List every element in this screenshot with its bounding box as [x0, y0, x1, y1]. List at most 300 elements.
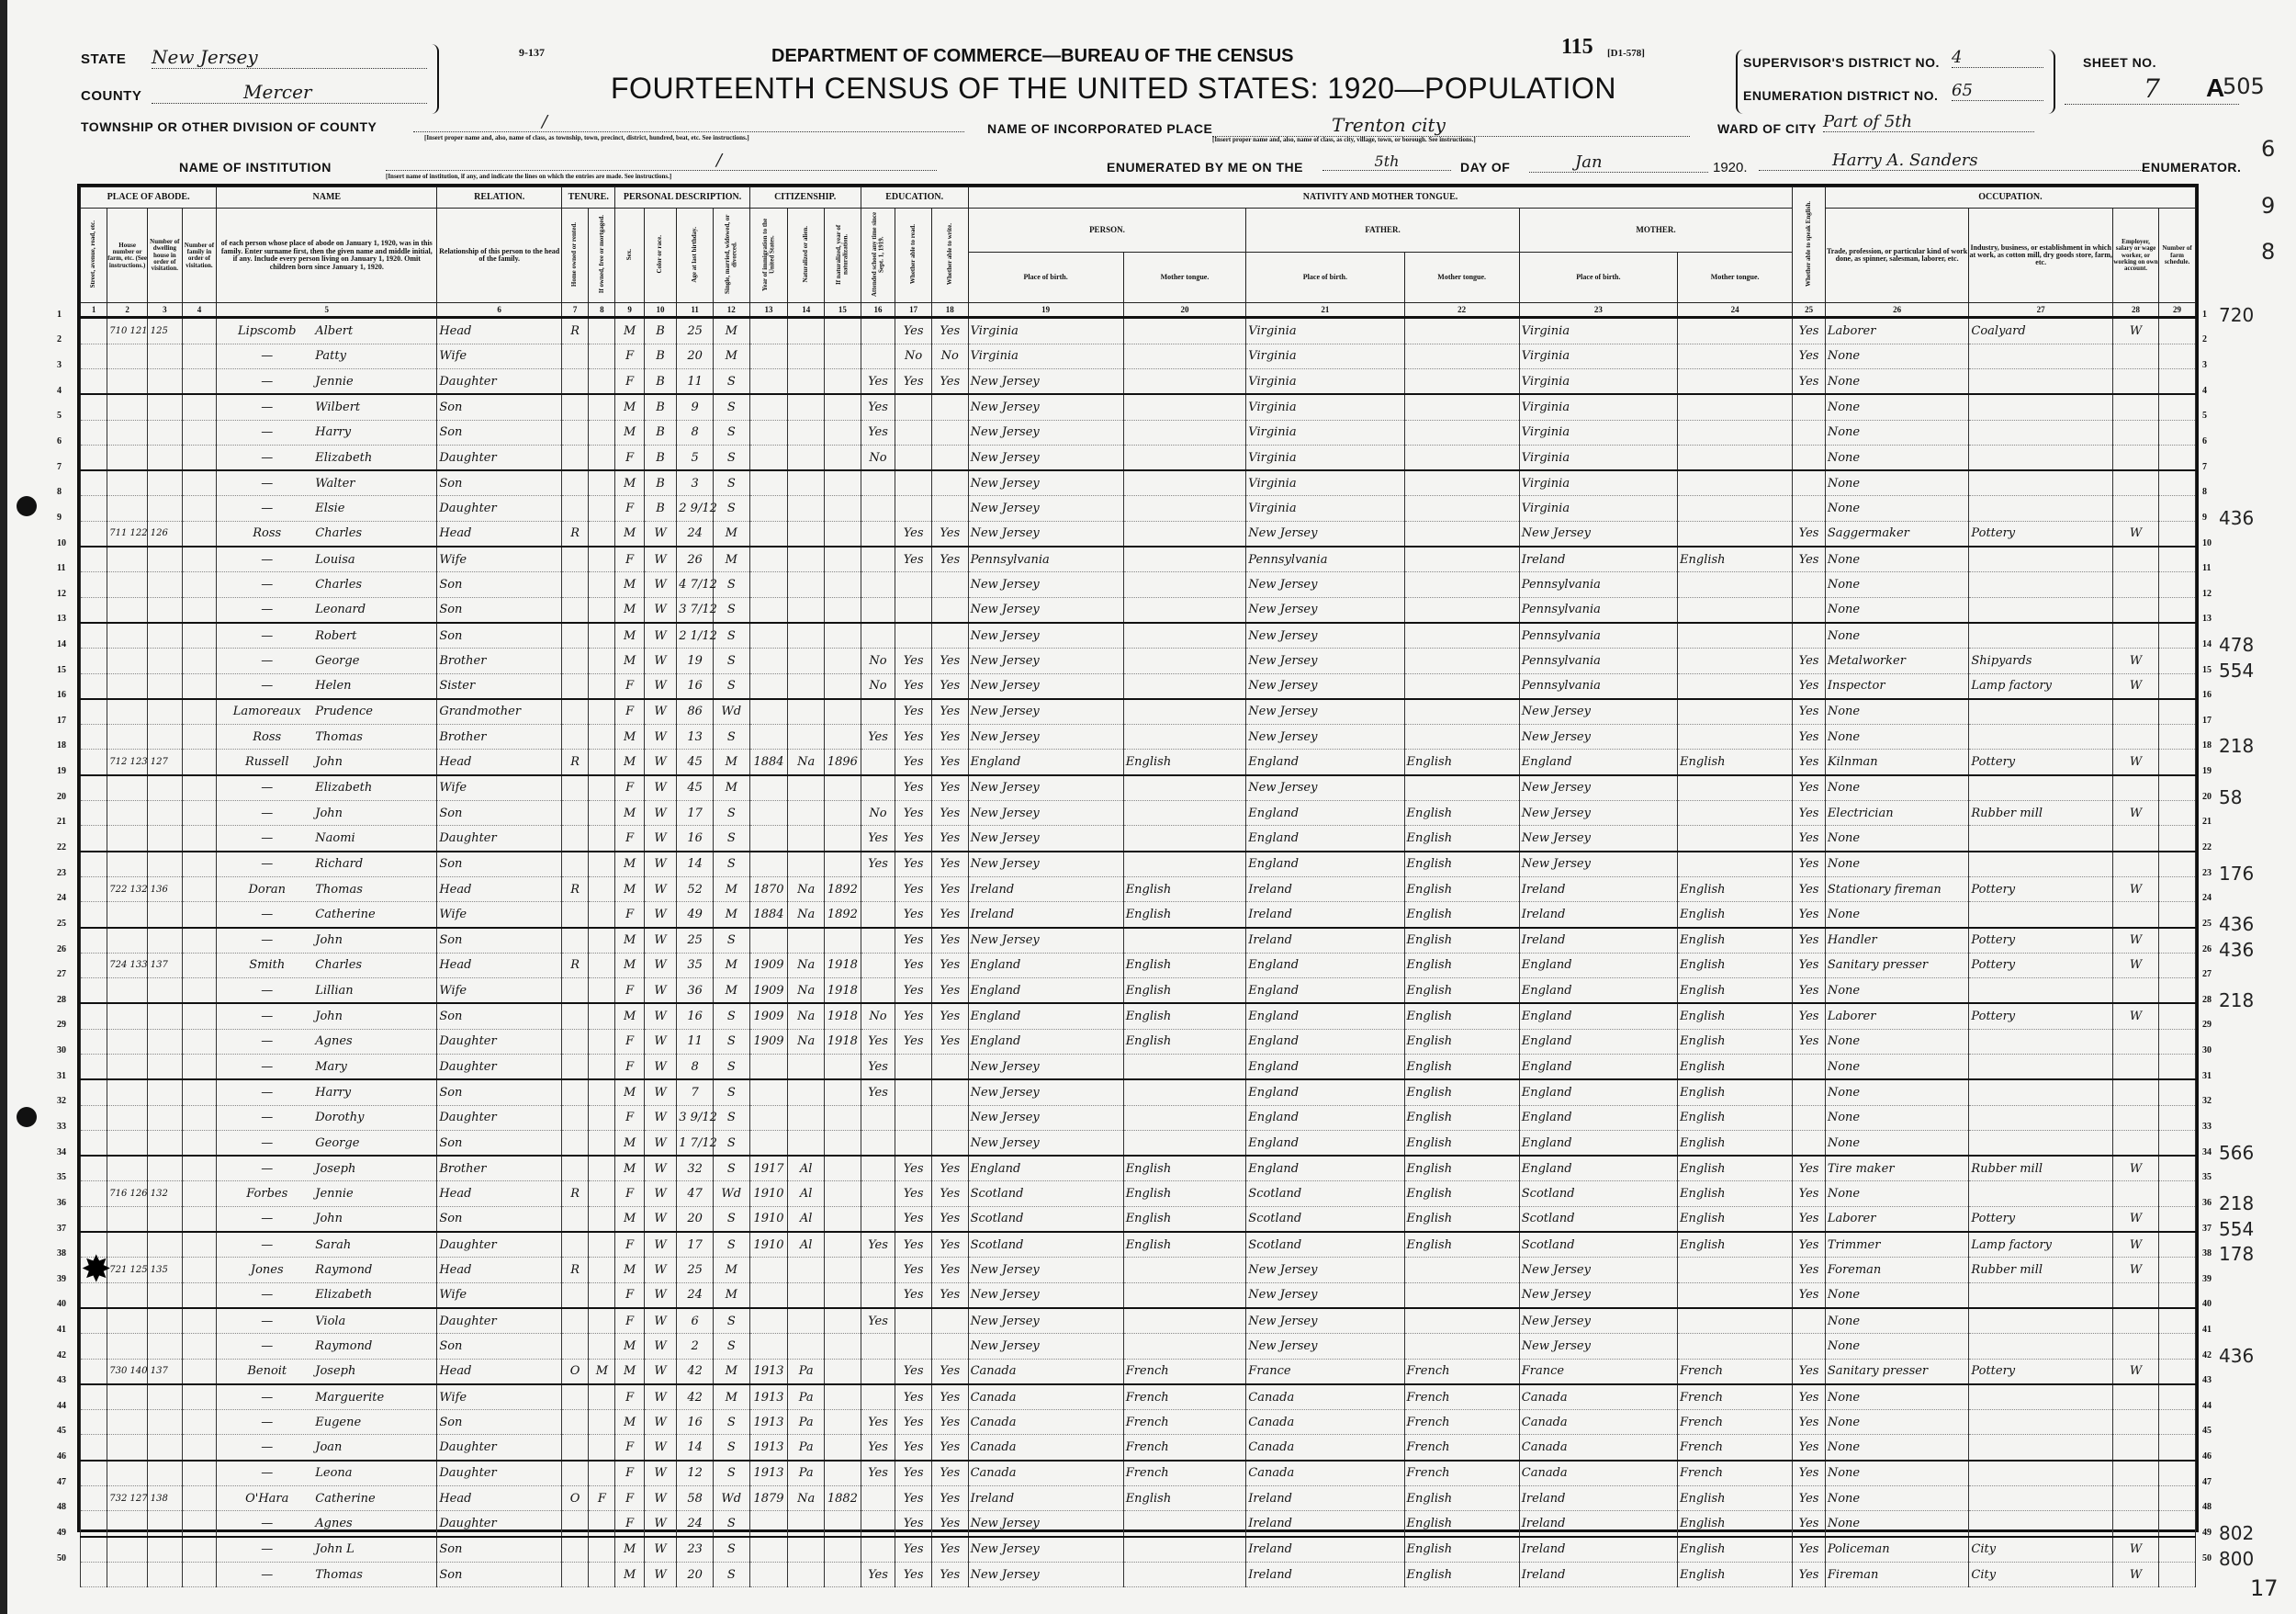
naturalized: Pa [788, 1410, 825, 1435]
line-number: 14 [2202, 639, 2212, 649]
person-name [217, 1435, 437, 1461]
occupation-code: 800 [2219, 1547, 2255, 1570]
age: 14 [677, 1435, 714, 1461]
naturalized [788, 445, 825, 470]
speaks-english: Yes [1793, 978, 1825, 1004]
dwelling-number [148, 470, 183, 496]
marital-status: S [713, 801, 749, 826]
family-number [182, 1003, 217, 1029]
house-number [107, 420, 148, 445]
naturalization-year [825, 1130, 861, 1156]
group-relation: RELATION. [437, 187, 562, 209]
sex: M [615, 801, 644, 826]
column-number-row [81, 303, 2196, 318]
naturalization-year [825, 1055, 861, 1080]
mother-birthplace: England [1519, 1079, 1677, 1105]
street [81, 368, 107, 394]
owned-free-mortgaged [589, 1334, 615, 1359]
farm-schedule [2159, 876, 2196, 901]
family-number [182, 1384, 217, 1410]
age: 25 [677, 928, 714, 954]
column-number: 3 [148, 303, 183, 318]
column-number: 15 [825, 303, 861, 318]
house-number [107, 1232, 148, 1258]
line-number: 38 [57, 1248, 66, 1259]
sex: M [615, 572, 644, 597]
sex: F [615, 1232, 644, 1258]
person-name [217, 1029, 437, 1054]
mother-tongue-mother [1678, 725, 1793, 750]
age: 6 [677, 1308, 714, 1334]
speaks-english: Yes [1793, 1486, 1825, 1511]
county-label: COUNTY [81, 88, 142, 104]
line-number: 7 [2202, 461, 2207, 472]
naturalized [788, 649, 825, 673]
line-number: 9 [57, 512, 62, 523]
age: 24 [677, 521, 714, 547]
street [81, 1486, 107, 1511]
trade: None [1825, 344, 1969, 368]
line-number: 26 [57, 943, 66, 954]
line-number: 17 [57, 715, 66, 726]
owned-free-mortgaged [589, 547, 615, 572]
industry [1969, 1410, 2113, 1435]
worker-class [2112, 1105, 2158, 1130]
column-number: 1 [81, 303, 107, 318]
naturalization-year [825, 521, 861, 547]
owned-free-mortgaged [589, 1410, 615, 1435]
father-birthplace: New Jersey [1246, 623, 1404, 649]
worker-class [2112, 572, 2158, 597]
father-birthplace: New Jersey [1246, 725, 1404, 750]
sex: M [615, 420, 644, 445]
mother-tongue-mother: English [1678, 547, 1793, 572]
owned-free-mortgaged [589, 1105, 615, 1130]
age: 32 [677, 1156, 714, 1181]
mother-birthplace: France [1519, 1359, 1677, 1384]
can-read: Yes [895, 1511, 932, 1537]
surname: — [261, 1516, 274, 1530]
mother-birthplace: England [1519, 978, 1677, 1004]
marital-status: S [713, 1410, 749, 1435]
trade: None [1825, 597, 1969, 623]
mother-birthplace: Ireland [1519, 1511, 1677, 1537]
house-number [107, 801, 148, 826]
mother-tongue-mother [1678, 572, 1793, 597]
immigration-year: 1910 [749, 1232, 788, 1258]
immigration-year [749, 1308, 788, 1334]
home-owned: O [562, 1359, 589, 1384]
home-owned [562, 1105, 589, 1130]
attended-school [861, 1384, 895, 1410]
mother-tongue [1123, 1055, 1246, 1080]
table-row [81, 1410, 2196, 1435]
line-number: 27 [2202, 969, 2212, 980]
street [81, 649, 107, 673]
house-number: 724 133 137 [107, 953, 148, 977]
dwelling-number [148, 1511, 183, 1537]
immigration-year [749, 572, 788, 597]
house-number [107, 1511, 148, 1537]
birthplace: New Jersey [968, 1537, 1123, 1563]
mother-tongue-mother [1678, 318, 1793, 344]
can-read: Yes [895, 1537, 932, 1563]
worker-class [2112, 394, 2158, 420]
mother-tongue-mother: English [1678, 1003, 1793, 1029]
worker-class [2112, 623, 2158, 649]
race: B [644, 368, 676, 394]
father-birthplace: Virginia [1246, 420, 1404, 445]
person-name [217, 953, 437, 977]
father-birthplace: France [1246, 1359, 1404, 1384]
relation: Wife [437, 547, 562, 572]
mother-birthplace: England [1519, 1156, 1677, 1181]
owned-free-mortgaged: M [589, 1359, 615, 1384]
mother-tongue [1123, 1258, 1246, 1282]
dwelling-number [148, 775, 183, 801]
trade: Fireman [1825, 1562, 1969, 1586]
naturalized [788, 572, 825, 597]
relation: Head [437, 521, 562, 547]
can-write [931, 1334, 968, 1359]
birthplace: New Jersey [968, 1308, 1123, 1334]
col-12-header: Single, married, widowed, or divorced. [723, 214, 738, 295]
naturalization-year [825, 1359, 861, 1384]
age: 20 [677, 344, 714, 368]
father-tongue [1404, 775, 1519, 801]
street [81, 1130, 107, 1156]
trade: None [1825, 547, 1969, 572]
attended-school [861, 1130, 895, 1156]
dwelling-number [148, 1334, 183, 1359]
industry [1969, 547, 2113, 572]
immigration-year [749, 1537, 788, 1563]
worker-class: W [2112, 1562, 2158, 1586]
sheet-value: 7 [2065, 73, 2239, 105]
family-number [182, 394, 217, 420]
line-number: 35 [2202, 1172, 2212, 1183]
marital-status: S [713, 1130, 749, 1156]
owned-free-mortgaged [589, 801, 615, 826]
family-number [182, 318, 217, 344]
farm-schedule [2159, 673, 2196, 699]
line-number: 22 [57, 842, 66, 853]
table-row [81, 1384, 2196, 1410]
surname: — [261, 1314, 274, 1328]
attended-school [861, 978, 895, 1004]
can-write: Yes [931, 928, 968, 954]
race: W [644, 953, 676, 977]
line-number: 20 [57, 791, 66, 802]
can-write: Yes [931, 1282, 968, 1308]
group-personal: PERSONAL DESCRIPTION. [615, 187, 749, 209]
given-name: Charles [315, 578, 363, 592]
mother-tongue [1123, 1308, 1246, 1334]
street [81, 420, 107, 445]
house-number [107, 1130, 148, 1156]
column-number: 24 [1678, 303, 1793, 318]
table-row [81, 1029, 2196, 1054]
incorporated-label: NAME OF INCORPORATED PLACE [987, 121, 1213, 136]
marital-status: Wd [713, 699, 749, 725]
person-name [217, 1232, 437, 1258]
worker-class [2112, 902, 2158, 928]
col-5-header: of each person whose place of abode on January 1, 1920, was in this family. Enter surname first, then the given name and middle initial, if any. Include every person living on January 1, 1920. Omit children born since January 1, 1920. [220, 239, 433, 271]
naturalized [788, 1308, 825, 1334]
line-number: 40 [57, 1299, 66, 1310]
column-number: 4 [182, 303, 217, 318]
can-read: Yes [895, 699, 932, 725]
attended-school: No [861, 445, 895, 470]
column-number: 5 [217, 303, 437, 318]
can-read: Yes [895, 1486, 932, 1511]
farm-schedule [2159, 470, 2196, 496]
dwelling-number [148, 1130, 183, 1156]
mother-birthplace: Virginia [1519, 394, 1677, 420]
relation: Son [437, 1537, 562, 1563]
owned-free-mortgaged [589, 623, 615, 649]
attended-school [861, 1258, 895, 1282]
mother-tongue-mother [1678, 420, 1793, 445]
relation: Son [437, 1206, 562, 1232]
sex: F [615, 344, 644, 368]
worker-class [2112, 1410, 2158, 1435]
line-number: 49 [57, 1528, 66, 1539]
surname: — [261, 1034, 274, 1049]
industry: Pottery [1969, 953, 2113, 977]
worker-class [2112, 775, 2158, 801]
person-name [217, 750, 437, 775]
naturalization-year [825, 1461, 861, 1486]
race: B [644, 394, 676, 420]
naturalization-year [825, 1435, 861, 1461]
house-number [107, 1055, 148, 1080]
house-number [107, 1029, 148, 1054]
mother-tongue [1123, 725, 1246, 750]
marital-status: M [713, 902, 749, 928]
line-number: 10 [2202, 537, 2212, 548]
home-owned [562, 928, 589, 954]
race: W [644, 1206, 676, 1232]
line-number: 25 [2202, 919, 2212, 930]
given-name: Charles [315, 526, 363, 541]
street [81, 521, 107, 547]
mother-birthplace: Virginia [1519, 496, 1677, 521]
column-number: 16 [861, 303, 895, 318]
age: 23 [677, 1537, 714, 1563]
person-name [217, 521, 437, 547]
owned-free-mortgaged [589, 1232, 615, 1258]
sex: F [615, 1055, 644, 1080]
can-write: Yes [931, 1435, 968, 1461]
father-tongue [1404, 521, 1519, 547]
race: W [644, 1258, 676, 1282]
attended-school: Yes [861, 1308, 895, 1334]
given-name: Raymond [315, 1338, 373, 1353]
owned-free-mortgaged [589, 1130, 615, 1156]
attended-school [861, 470, 895, 496]
naturalized [788, 852, 825, 877]
table-row [81, 1156, 2196, 1181]
sex: M [615, 394, 644, 420]
marital-status: Wd [713, 1486, 749, 1511]
given-name: John [315, 755, 343, 770]
father-tongue: English [1404, 1130, 1519, 1156]
industry: Pottery [1969, 1206, 2113, 1232]
person-name [217, 1156, 437, 1181]
speaks-english: Yes [1793, 902, 1825, 928]
can-write: Yes [931, 1232, 968, 1258]
line-number: 13 [2202, 614, 2212, 625]
immigration-year [749, 547, 788, 572]
attended-school [861, 623, 895, 649]
ed-label: ENUMERATION DISTRICT NO. [1743, 88, 1939, 103]
surname: — [261, 1085, 274, 1100]
age: 5 [677, 445, 714, 470]
can-write [931, 1308, 968, 1334]
ward-value: Part of 5th [1823, 112, 2034, 132]
street [81, 928, 107, 954]
industry [1969, 1334, 2113, 1359]
person-name [217, 1308, 437, 1334]
street [81, 1461, 107, 1486]
relation: Son [437, 470, 562, 496]
relation: Grandmother [437, 699, 562, 725]
birthplace: Ireland [968, 876, 1123, 901]
marital-status: S [713, 1003, 749, 1029]
person-name [217, 1334, 437, 1359]
surname: — [261, 907, 274, 921]
naturalized: Na [788, 1486, 825, 1511]
age: 49 [677, 902, 714, 928]
given-name: Thomas [315, 1567, 363, 1582]
group-abode: PLACE OF ABODE. [81, 187, 217, 209]
immigration-year: 1909 [749, 953, 788, 977]
father-tongue: French [1404, 1384, 1519, 1410]
home-owned [562, 1308, 589, 1334]
age: 3 7/12 [677, 597, 714, 623]
relation: Daughter [437, 496, 562, 521]
bracket [2048, 50, 2055, 114]
industry: Lamp factory [1969, 1232, 2113, 1258]
worker-class: W [2112, 521, 2158, 547]
father-tongue: English [1404, 1537, 1519, 1563]
can-write: Yes [931, 902, 968, 928]
age: 17 [677, 1232, 714, 1258]
trade: Kilnman [1825, 750, 1969, 775]
mother-birthplace: New Jersey [1519, 725, 1677, 750]
age: 24 [677, 1282, 714, 1308]
family-number [182, 1562, 217, 1586]
relation: Wife [437, 902, 562, 928]
mother-tongue-mother: English [1678, 1537, 1793, 1563]
father-tongue [1404, 1282, 1519, 1308]
marital-status: M [713, 1282, 749, 1308]
farm-schedule [2159, 1258, 2196, 1282]
worker-class [2112, 597, 2158, 623]
trade: Trimmer [1825, 1232, 1969, 1258]
col-21-header: Place of birth. [1302, 273, 1348, 282]
can-read: Yes [895, 1359, 932, 1384]
surname: Russell [244, 755, 289, 770]
marital-status: S [713, 420, 749, 445]
mother-tongue [1123, 420, 1246, 445]
mother-tongue [1123, 1079, 1246, 1105]
mother-birthplace: Pennsylvania [1519, 572, 1677, 597]
star-marker-icon: ✸ [81, 1248, 112, 1290]
race: W [644, 1003, 676, 1029]
mother-tongue [1123, 826, 1246, 852]
birthplace: New Jersey [968, 801, 1123, 826]
family-number [182, 725, 217, 750]
township-value: / [413, 112, 964, 132]
farm-schedule [2159, 1511, 2196, 1537]
given-name: Sarah [315, 1237, 352, 1252]
father-tongue: English [1404, 1562, 1519, 1586]
mother-birthplace: Pennsylvania [1519, 673, 1677, 699]
race: W [644, 649, 676, 673]
dwelling-number [148, 1384, 183, 1410]
street [81, 1537, 107, 1563]
house-number [107, 1562, 148, 1586]
table-row [81, 344, 2196, 368]
person-name [217, 1206, 437, 1232]
worker-class [2112, 445, 2158, 470]
owned-free-mortgaged [589, 826, 615, 852]
birthplace: New Jersey [968, 521, 1123, 547]
column-number: 6 [437, 303, 562, 318]
naturalized [788, 1105, 825, 1130]
relation: Daughter [437, 1511, 562, 1537]
line-number: 19 [2202, 766, 2212, 777]
sex: M [615, 928, 644, 954]
mother-birthplace: New Jersey [1519, 1308, 1677, 1334]
immigration-year [749, 623, 788, 649]
col-3-header: Number of dwelling house in order of visitation. [150, 237, 180, 273]
person-name [217, 394, 437, 420]
sex: M [615, 318, 644, 344]
mother-tongue-mother: English [1678, 953, 1793, 977]
street [81, 1511, 107, 1537]
house-number [107, 1537, 148, 1563]
street [81, 597, 107, 623]
industry [1969, 852, 2113, 877]
given-name: Dorothy [315, 1111, 365, 1125]
dwelling-number [148, 649, 183, 673]
immigration-year: 1909 [749, 1003, 788, 1029]
mother-tongue-mother [1678, 649, 1793, 673]
table-row [81, 368, 2196, 394]
table-row [81, 1130, 2196, 1156]
marital-status: M [713, 876, 749, 901]
family-number [182, 597, 217, 623]
farm-schedule [2159, 1334, 2196, 1359]
birthplace: New Jersey [968, 1105, 1123, 1130]
can-read: Yes [895, 1461, 932, 1486]
immigration-year [749, 852, 788, 877]
can-write [931, 597, 968, 623]
race: W [644, 1232, 676, 1258]
col-8-header: If owned, free or mortgaged. [597, 215, 605, 294]
township-label: TOWNSHIP OR OTHER DIVISION OF COUNTY [81, 119, 377, 134]
table-row [81, 1232, 2196, 1258]
sex: F [615, 1308, 644, 1334]
township-note: [Insert proper name and, also, name of class, as township, town, precinct, district, hundred, beat, etc. See instructions.] [424, 134, 749, 141]
mother-birthplace: Ireland [1519, 902, 1677, 928]
line-number: 15 [2202, 664, 2212, 675]
age: 26 [677, 547, 714, 572]
age: 12 [677, 1461, 714, 1486]
